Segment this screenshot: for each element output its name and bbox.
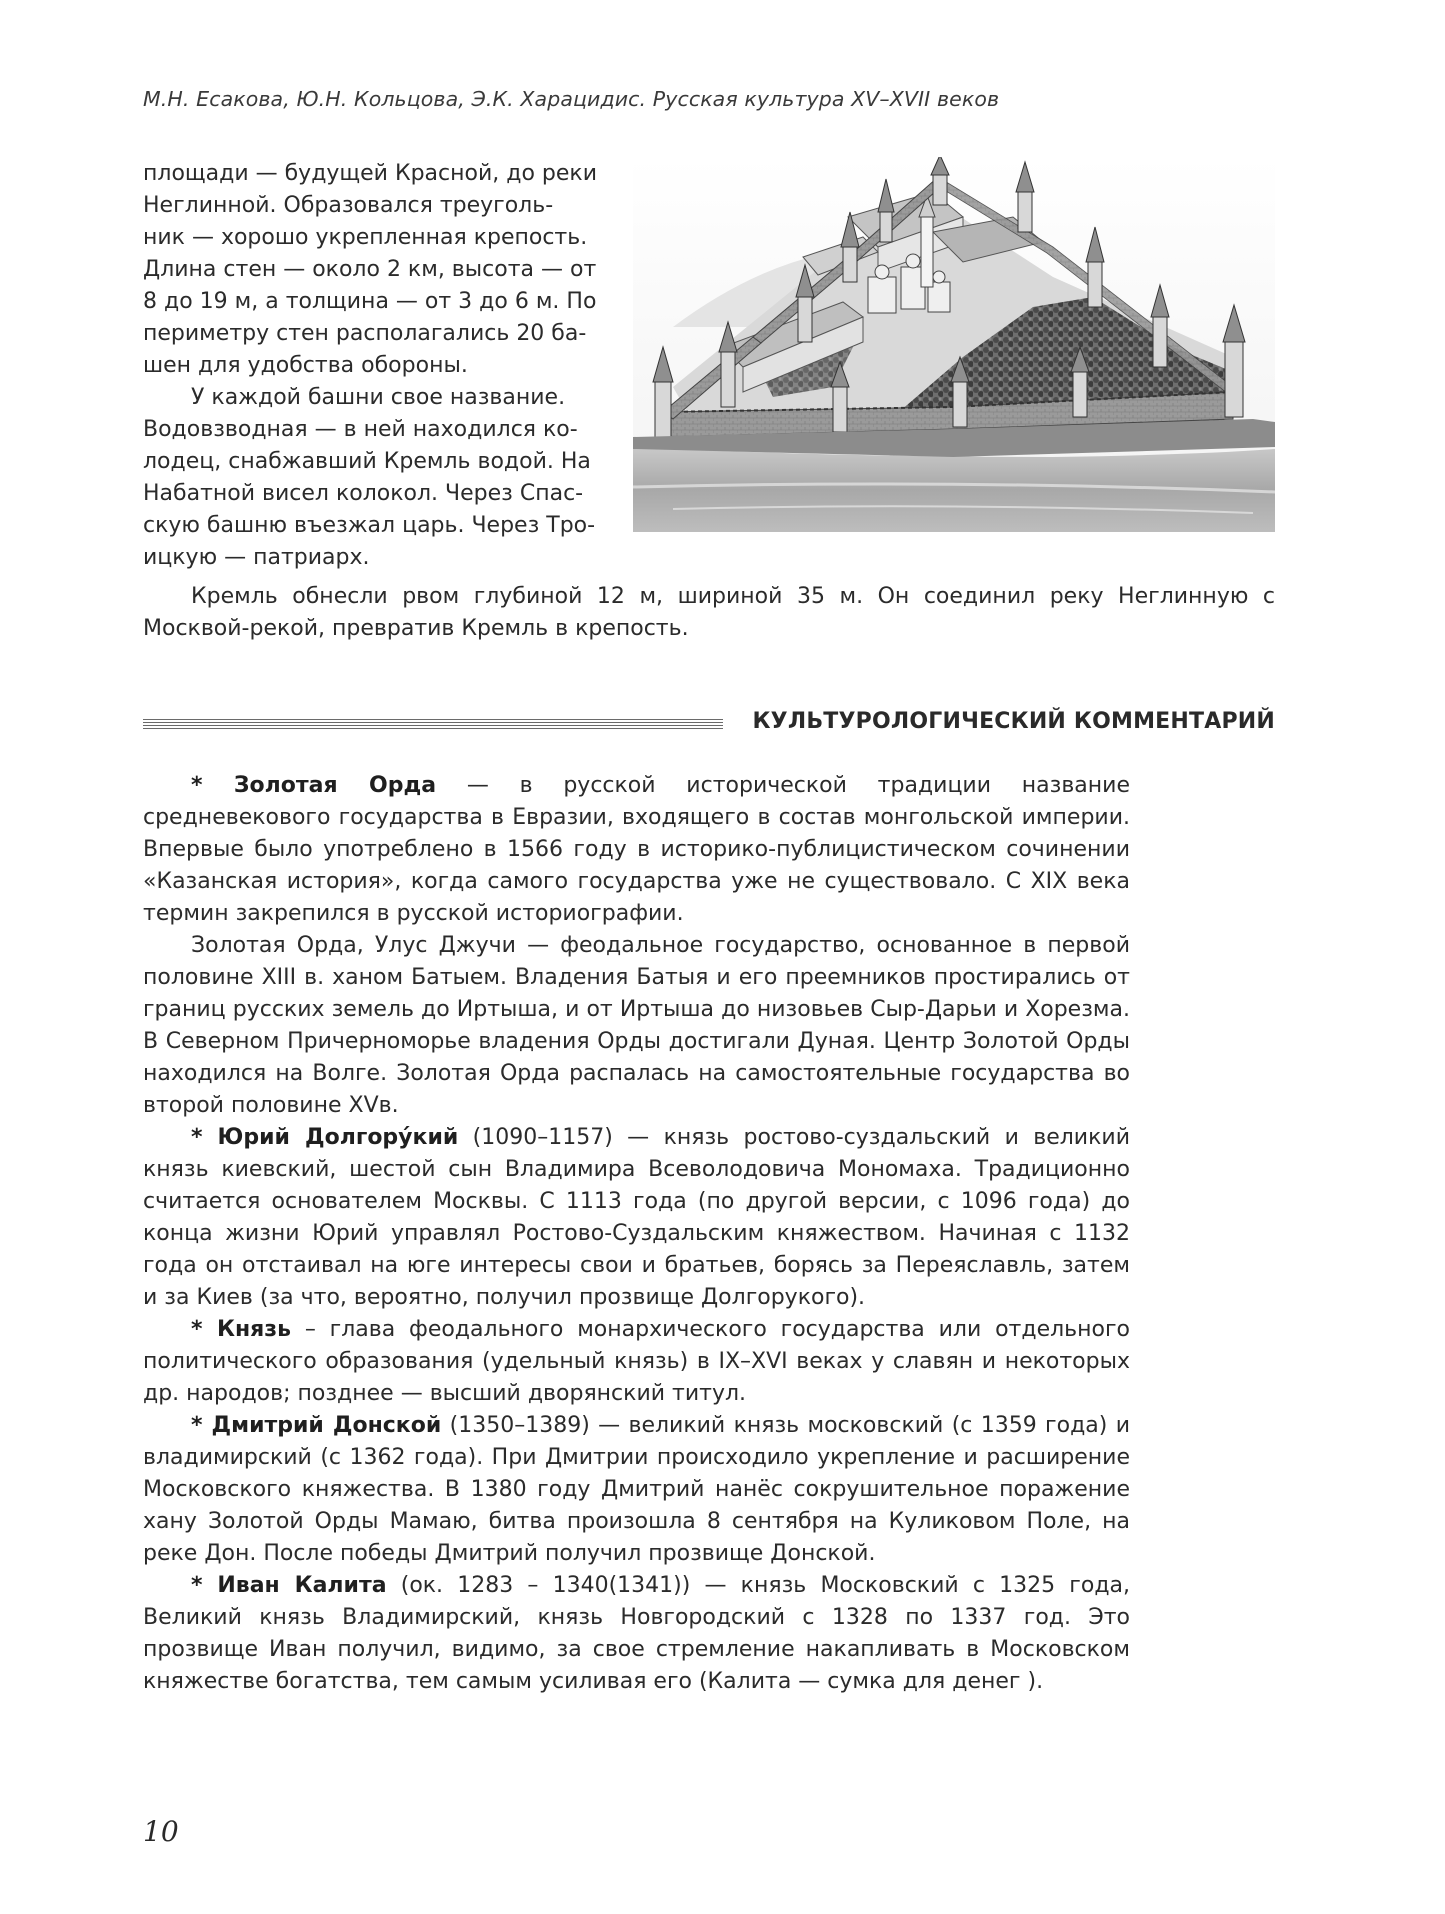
commentary-section: [143, 770, 1130, 1698]
entry-term: * Иван Калита: [191, 1573, 387, 1598]
text-line: периметру стен располагались 20 ба-: [143, 321, 587, 346]
entry-ivan-kalita: [143, 1570, 1130, 1698]
text-line: ицкую — патриарх.: [143, 545, 370, 570]
entry-term: * Юрий Долгору́кий: [191, 1125, 459, 1150]
entry-dmitry-donskoy: [143, 1410, 1130, 1570]
entry-text: — в русской исторической традиции название средневекового государства в Евразии, входящего в состав монгольской империи. Впервые было употреблено в 1566 году в историко-публицистическом сочинении «Казанская история», когда самого государства уже не существовало. С XIX века термин закрепился в русской историографии.: [143, 773, 1130, 926]
text-line: Длина стен — около 2 км, высота — от: [143, 257, 597, 282]
entry-text: – глава феодального монархического государства или отдельного политического образования (удельный князь) в IX–XVI веках у славян и некоторых др. народов; позднее — высший дворянский титул.: [143, 1317, 1130, 1406]
entry-text: (1090–1157) — князь ростово-суздальский и великий князь киевский, шестой сын Владимира Всеволодовича Мономаха. Традиционно считается основателем Москвы. С 1113 года (по другой версии, с 1096 года) до конца жизни Юрий управлял Ростово-Суздальским княжеством. Начиная с 1132 года он отстаивал на юге интересы свои и братьев, борясь за Переяславль, затем и за Киев (за что, вероятно, получил прозвище Долгорукого).: [143, 1125, 1130, 1310]
intro-paragraph-2: [143, 382, 600, 574]
entry-yuri-dolgoruky: [143, 1122, 1130, 1314]
entry-text: (1350–1389) — великий князь московский (с 1359 года) и владимирский (с 1362 года). При Дмитрии происходило укрепление и расширение Московского княжества. В 1380 году Дмитрий нанёс сокрушительное поражение хану Золотой Орды Мамаю, битва произошла 8 сентября на Куликовом Поле, на реке Дон. После победы Дмитрий получил прозвище Донской.: [143, 1413, 1131, 1566]
page-number: 10: [143, 1815, 179, 1848]
intro-paragraph-3: [143, 581, 1275, 645]
text-line: 8 до 19 м, а толщина — от 3 до 6 м. По: [143, 289, 597, 314]
running-head: М.Н. Есакова, Ю.Н. Кольцова, Э.К. Харацидис. Русская культура XV–XVII веков: [143, 87, 1000, 111]
text-line: У каждой башни свое название.: [191, 385, 566, 410]
entry-knyaz: [143, 1314, 1130, 1410]
text-line: Набатной висел колокол. Через Спас-: [143, 481, 584, 506]
text-line: Водовзводная — в ней находился ко-: [143, 417, 578, 442]
entry-term: * Князь: [191, 1317, 291, 1342]
kremlin-illustration: [633, 157, 1275, 532]
section-heading: КУЛЬТУРОЛОГИЧЕСКИЙ КОММЕНТАРИЙ: [752, 709, 1275, 734]
section-heading-rule: [143, 719, 723, 731]
text-line: Неглинной. Образовался треуголь-: [143, 193, 554, 218]
text-line: ник — хорошо укрепленная крепость.: [143, 225, 588, 250]
intro-paragraph-1: [143, 158, 600, 382]
entry-text: (ок. 1283 – 1340(1341)) — князь Московский с 1325 года, Великий князь Владимирский, князь Новгородский с 1328 по 1337 год. Это прозвище Иван получил, видимо, за свое стремление накапливать в Московском княжестве богатства, тем самым усиливая его (Калита — сумка для денег ).: [143, 1573, 1131, 1694]
entry-golden-horde: [143, 770, 1130, 930]
entry-term: * Золотая Орда: [191, 773, 437, 798]
paragraph-text: Кремль обнесли рвом глубиной 12 м, шириной 35 м. Он соединил реку Неглинную с Москвой-рекой, превратив Кремль в крепость.: [143, 584, 1275, 641]
text-line: шен для удобства обороны.: [143, 353, 468, 378]
text-line: лодец, снабжавший Кремль водой. На: [143, 449, 591, 474]
text-line: скую башню въезжал царь. Через Тро-: [143, 513, 596, 538]
intro-column: [143, 158, 600, 574]
entry-term: * Дмитрий Донской: [191, 1413, 442, 1438]
text-line: площади — будущей Красной, до реки: [143, 161, 598, 186]
entry-golden-horde-continued: Золотая Орда, Улус Джучи — феодальное государство, основанное в первой половине XIII в. ханом Батыем. Владения Батыя и его преемников простирались от границ русских земель до Иртыша, и от Иртыша до низовьев Сыр-Дарьи и Хорезма. В Северном Причерноморье владения Орды достигали Дуная. Центр Золотой Орды находился на Волге. Золотая Орда распалась на самостоятельные государства во второй половине XVв.: [143, 933, 1130, 1118]
